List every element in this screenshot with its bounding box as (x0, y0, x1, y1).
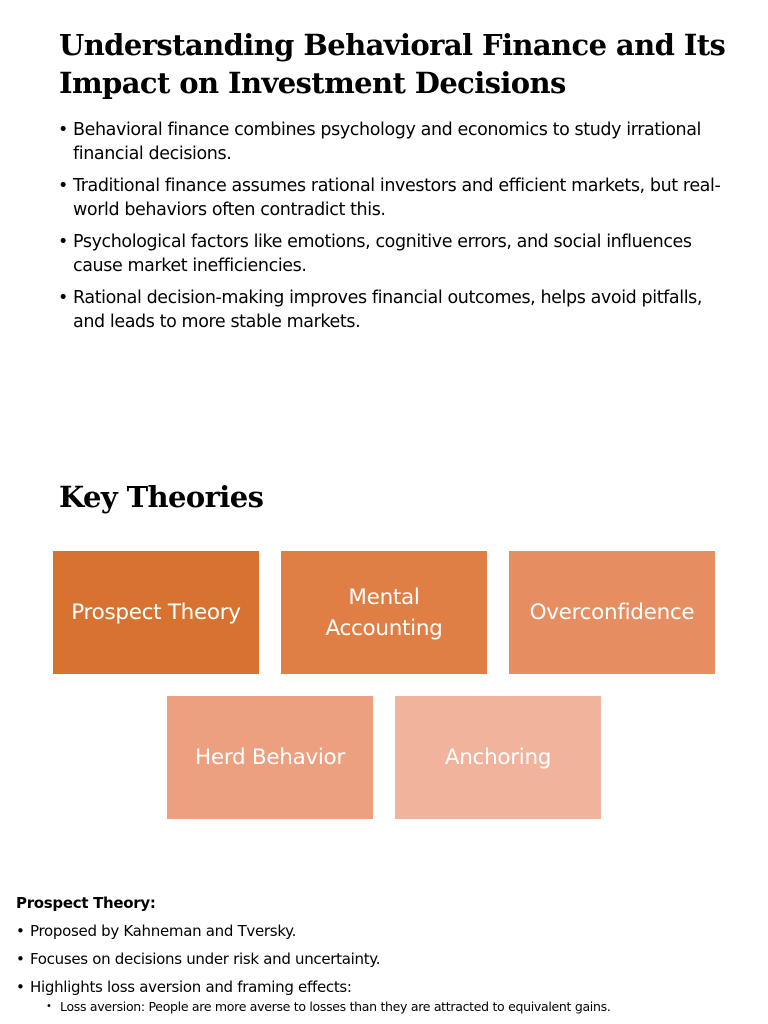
intro-bullet-text: Psychological factors like emotions, cognitive errors, and social influences cause market inefficiencies. (73, 232, 692, 276)
intro-bullet (58, 230, 728, 278)
prospect-theory-bullet (16, 948, 756, 970)
bullet-icon: • (58, 120, 68, 140)
prospect-theory-heading: Prospect Theory: (16, 894, 156, 912)
intro-bullet (58, 286, 728, 334)
prospect-theory-bullet-text: Focuses on decisions under risk and uncertainty. (30, 950, 381, 968)
prospect-theory-sub-bullet (46, 998, 756, 1016)
prospect-theory-sub-bullet-text: Loss aversion: People are more averse to losses than they are attracted to equivalent gains. (60, 999, 611, 1014)
theory-box-label: Herd Behavior (195, 745, 345, 770)
theory-box-label: Prospect Theory (71, 600, 241, 625)
bullet-icon: • (58, 176, 68, 196)
theory-box-overconfidence (509, 551, 715, 674)
prospect-theory-sub-bullet-list (30, 998, 756, 1016)
intro-bullet (58, 174, 728, 222)
theory-box-herd-behavior (167, 696, 373, 819)
key-theories-heading: Key Theories (59, 480, 264, 514)
bullet-icon: • (16, 950, 25, 968)
intro-bullet-text: Traditional finance assumes rational investors and efficient markets, but real-world behaviors often contradict this. (73, 176, 721, 220)
bullet-icon: • (46, 1001, 52, 1012)
intro-bullet-text: Behavioral finance combines psychology and economics to study irrational financial decisions. (73, 120, 702, 164)
theory-box-prospect-theory (53, 551, 259, 674)
intro-bullet-text: Rational decision-making improves financial outcomes, helps avoid pitfalls, and leads to more stable markets. (73, 288, 703, 332)
theory-box-anchoring (395, 696, 601, 819)
intro-bullet (58, 118, 728, 166)
theory-box-mental-accounting (281, 551, 487, 674)
prospect-theory-bullet-text: Proposed by Kahneman and Tversky. (30, 922, 297, 940)
prospect-theory-bullet (16, 976, 756, 1016)
prospect-theory-bullet-text: Highlights loss aversion and framing effects: (30, 978, 352, 996)
theory-box-label: Anchoring (444, 745, 552, 770)
bullet-icon: • (58, 288, 68, 308)
theory-box-label: Mental Accounting (325, 584, 443, 641)
bullet-icon: • (16, 922, 25, 940)
prospect-theory-bullet (16, 920, 756, 942)
bullet-icon: • (16, 978, 25, 996)
intro-bullet-list (58, 118, 728, 342)
prospect-theory-bullet-list (16, 920, 756, 1022)
bullet-icon: • (58, 232, 68, 252)
page-title: Understanding Behavioral Finance and Its Impact on Investment Decisions (59, 28, 726, 100)
theory-box-label: Overconfidence (529, 600, 695, 625)
